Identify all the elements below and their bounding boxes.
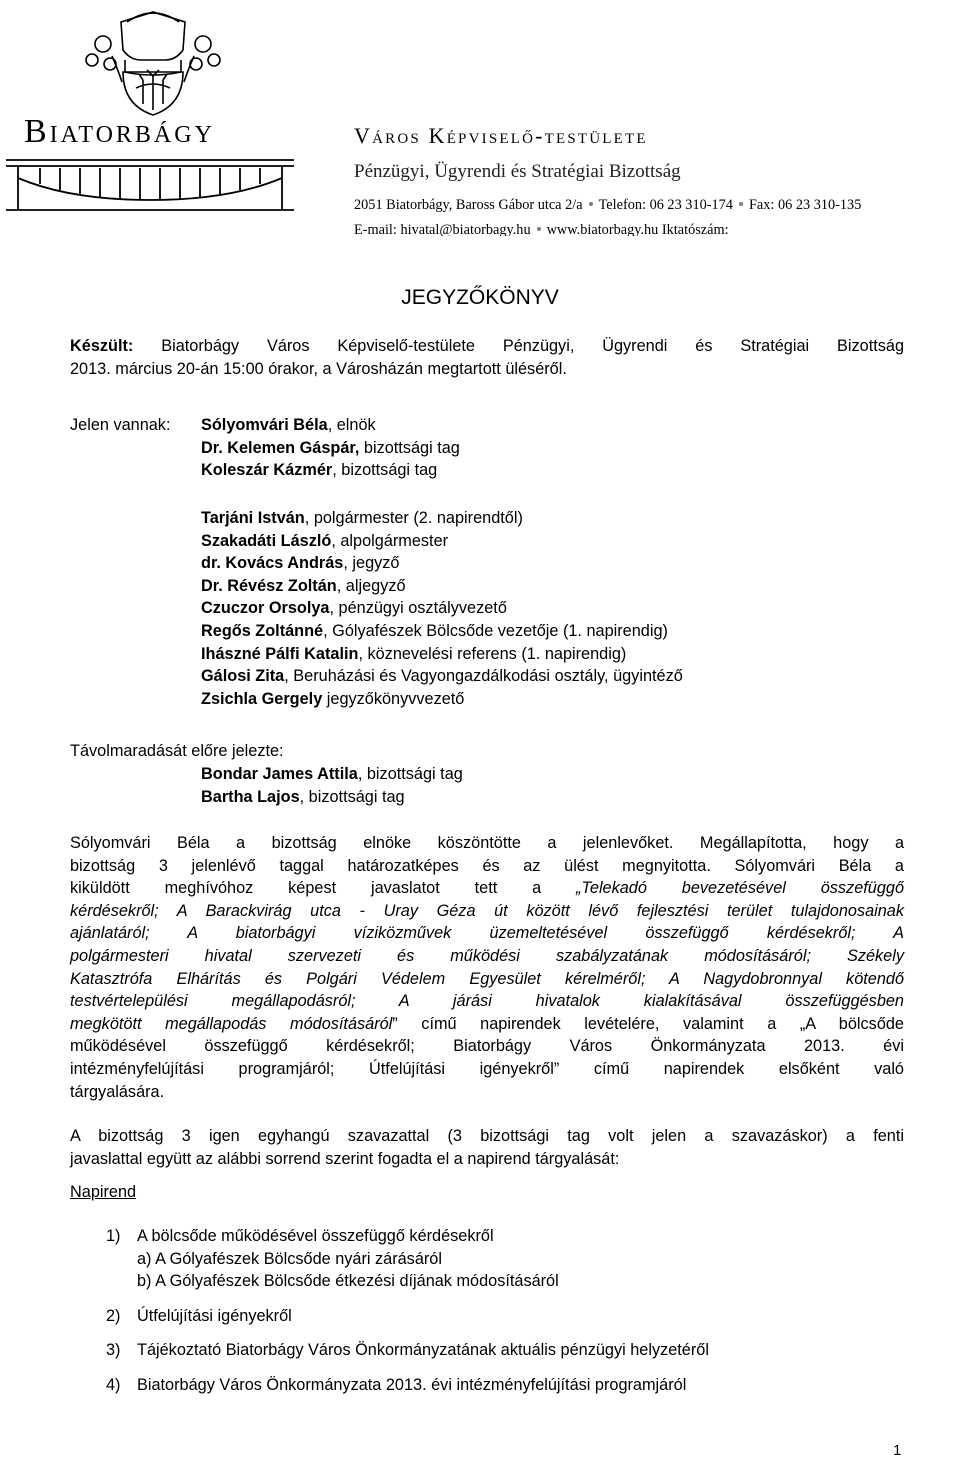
agenda-item — [106, 1374, 709, 1397]
text-run: kiküldött meghívóhoz képest javaslatot tett a — [70, 879, 577, 898]
agenda-item — [106, 1270, 709, 1293]
person-name: Koleszár Kázmér — [201, 461, 333, 480]
person-name: Gálosi Zita — [201, 667, 285, 686]
person-row — [201, 620, 683, 643]
person-name: Czuczor Orsolya — [201, 599, 330, 618]
text-run: tárgyalására. — [70, 1082, 165, 1101]
agenda-item — [106, 1339, 709, 1362]
attendees-label: Jelen vannak: — [70, 416, 171, 434]
paragraph-line: javaslattal együtt az alábbi sorrend szerint fogadta el a napirend tárgyalását: — [70, 1149, 620, 1168]
document-title: JEGYZŐKÖNYV — [401, 286, 559, 309]
person-role: , alpolgármester — [331, 531, 449, 550]
paragraph-line — [70, 877, 904, 900]
person-role: jegyzőkönyvvezető — [322, 689, 465, 708]
person-role: , pénzügyi osztályvezető — [329, 599, 507, 618]
keszult-line-1 — [70, 335, 904, 358]
separator-dot — [739, 202, 743, 206]
paragraph-line — [70, 1013, 904, 1036]
person-row — [201, 507, 683, 530]
paragraph-line — [70, 990, 904, 1013]
person-row — [201, 643, 683, 666]
person-role: , jegyző — [343, 554, 400, 573]
person-role: , polgármester (2. napirendtől) — [304, 509, 523, 527]
text-run: testvértelepülési megállapodásról; A járási hivatalok kialakításával összefüggésben — [70, 992, 904, 1011]
agenda-text: Tájékoztató Biatorbágy Város Önkormányzatának aktuális pénzügyi helyzetéről — [137, 1341, 709, 1360]
paragraph-line — [70, 968, 904, 991]
paragraph-line — [70, 922, 904, 945]
agenda-text: Útfelújítási igényekről — [137, 1306, 292, 1325]
agenda-heading: Napirend — [70, 1183, 137, 1201]
person-role: , elnök — [327, 416, 376, 434]
person-name: Tarjáni István — [201, 509, 305, 527]
person-name: Szakadáti László — [201, 531, 332, 550]
brand-name: Biatorbágy — [24, 113, 215, 150]
agenda-item — [106, 1248, 709, 1271]
paragraph-line — [70, 832, 904, 855]
coat-of-arms-icon — [86, 12, 220, 115]
page-number: 1 — [893, 1442, 902, 1459]
person-role: , aljegyző — [336, 576, 406, 595]
text-run: „Telekadó bevezetésével összefüggő — [576, 879, 904, 898]
attendees-guests — [201, 507, 683, 710]
keszult-text: Biatorbágy Város Képviselő-testülete Pénzügyi, Ügyrendi és Stratégiai Bizottság — [161, 337, 905, 355]
agenda-number: 2) — [106, 1306, 121, 1325]
iktatoszam: Iktatószám: — [661, 222, 729, 236]
person-row — [201, 688, 683, 711]
keszult-block — [70, 335, 904, 380]
absent-label: Távolmaradását előre jelezte: — [70, 742, 284, 760]
person-row — [201, 437, 460, 460]
text-run: megkötött megállapodás módosításáról — [70, 1014, 393, 1033]
address: 2051 Biatorbágy, Baross Gábor utca 2/a — [354, 197, 583, 213]
paragraph-line — [70, 1081, 904, 1104]
text-run: ajánlatáról; A biatorbágyi víziközművek üzemeltetésével összefüggő kérdésekről; A — [70, 924, 904, 943]
person-name: Bondar James Attila — [201, 765, 358, 783]
text-run: Katasztrófa Elhárítás és Polgári Védelem Egyesület kérelméről; A Nagydobronnyal kötendő — [70, 969, 904, 988]
person-name: Bartha Lajos — [201, 787, 300, 806]
agenda-number: 3) — [106, 1341, 121, 1360]
person-role: , bizottsági tag — [357, 765, 463, 783]
person-name: Dr. Révész Zoltán — [201, 576, 337, 595]
keszult-label: Készült: — [70, 337, 134, 355]
contact-line-2 — [354, 222, 729, 236]
text-run: Sólyomvári Béla a bizottság elnöke köszöntötte a jelenlevőket. Megállapította, hogy a — [70, 834, 904, 852]
person-row — [201, 763, 463, 786]
person-name: Zsichla Gergely — [201, 689, 323, 708]
paragraph-line — [70, 855, 904, 878]
person-name: Dr. Kelemen Gáspár, — [201, 438, 360, 457]
person-row — [201, 530, 683, 553]
person-name: Sólyomvári Béla — [201, 416, 328, 434]
agenda-number: 1) — [106, 1227, 121, 1245]
attendees-members — [201, 414, 460, 482]
paragraph-line — [70, 1058, 904, 1081]
email: E-mail: hivatal@biatorbagy.hu — [354, 222, 531, 236]
person-role: , bizottsági tag — [299, 787, 405, 806]
text-run: bizottság 3 jelenlévő taggal határozatképes és az ülést megnyitotta. Sólyomvári Béla a — [70, 856, 904, 875]
bridge-icon — [6, 160, 294, 210]
agenda-item — [106, 1305, 709, 1328]
text-run: működésével összefüggő kérdésekről; Biatorbágy Város Önkormányzata 2013. évi — [70, 1037, 904, 1056]
separator-dot — [589, 202, 593, 206]
agenda-item — [106, 1225, 709, 1248]
paragraph-line: A bizottság 3 igen egyhangú szavazattal (3 bizottsági tag volt jelen a szavazáskor) a fenti — [70, 1127, 904, 1145]
person-role: , Gólyafészek Bölcsőde vezetője (1. napirendig) — [323, 621, 668, 640]
text-run: intézményfelújítási programjáról; Útfelújítási igényekről” című napirendek elsőként való — [70, 1059, 904, 1078]
person-role: bizottsági tag — [359, 438, 460, 457]
person-role: , bizottsági tag — [332, 461, 438, 480]
agenda-text: b) A Gólyafészek Bölcsőde étkezési díjának módosításáról — [137, 1272, 559, 1291]
agenda-text: a) A Gólyafészek Bölcsőde nyári zárásáról — [137, 1249, 442, 1268]
person-role: , köznevelési referens (1. napirendig) — [358, 644, 627, 663]
separator-dot — [537, 227, 541, 231]
phone: Telefon: 06 23 310-174 — [598, 197, 733, 213]
person-row — [201, 552, 683, 575]
text-run: kérdésekről; A Barackvirág utca - Uray Géza út között lévő fejlesztési terület tulajdonosainak — [70, 901, 904, 920]
paragraph-line — [70, 1035, 904, 1058]
website: www.biatorbagy.hu — [546, 222, 659, 236]
person-name: Regős Zoltánné — [201, 621, 324, 640]
person-name: Ihászné Pálfi Katalin — [201, 644, 359, 663]
committee-name: Pénzügyi, Ügyrendi és Stratégiai Bizottság — [354, 161, 681, 182]
paragraph-line — [70, 945, 904, 968]
person-role: , Beruházási és Vagyongazdálkodási osztály, ügyintéző — [284, 667, 683, 686]
person-row — [201, 665, 683, 688]
paragraph-opening — [70, 832, 904, 1103]
person-name: dr. Kovács András — [201, 554, 344, 573]
fax: Fax: 06 23 310-135 — [748, 197, 862, 213]
person-row — [201, 459, 460, 482]
absent-members — [201, 763, 463, 808]
agenda-text: A bölcsőde működésével összefüggő kérdésekről — [137, 1227, 494, 1245]
contact-line — [354, 197, 861, 214]
agenda-number: 4) — [106, 1375, 121, 1394]
paragraph-line — [70, 900, 904, 923]
person-row — [201, 575, 683, 598]
text-run: polgármesteri hivatal szervezeti és működési szabályzatának módosításáról; Székely — [70, 946, 904, 965]
agenda-text: Biatorbágy Város Önkormányzata 2013. évi intézményfelújítási programjáról — [137, 1375, 687, 1394]
person-row — [201, 786, 463, 809]
agenda-list — [106, 1225, 709, 1397]
keszult-line-2: 2013. március 20-án 15:00 órakor, a Városházán megtartott üléséről. — [70, 359, 567, 378]
paragraph-vote — [70, 1125, 904, 1170]
person-row — [201, 414, 460, 437]
text-run: ” című napirendek levételére, valamint a „A bölcsőde — [392, 1014, 904, 1033]
person-row — [201, 597, 683, 620]
council-name: Város Képviselő-testülete — [354, 123, 648, 148]
